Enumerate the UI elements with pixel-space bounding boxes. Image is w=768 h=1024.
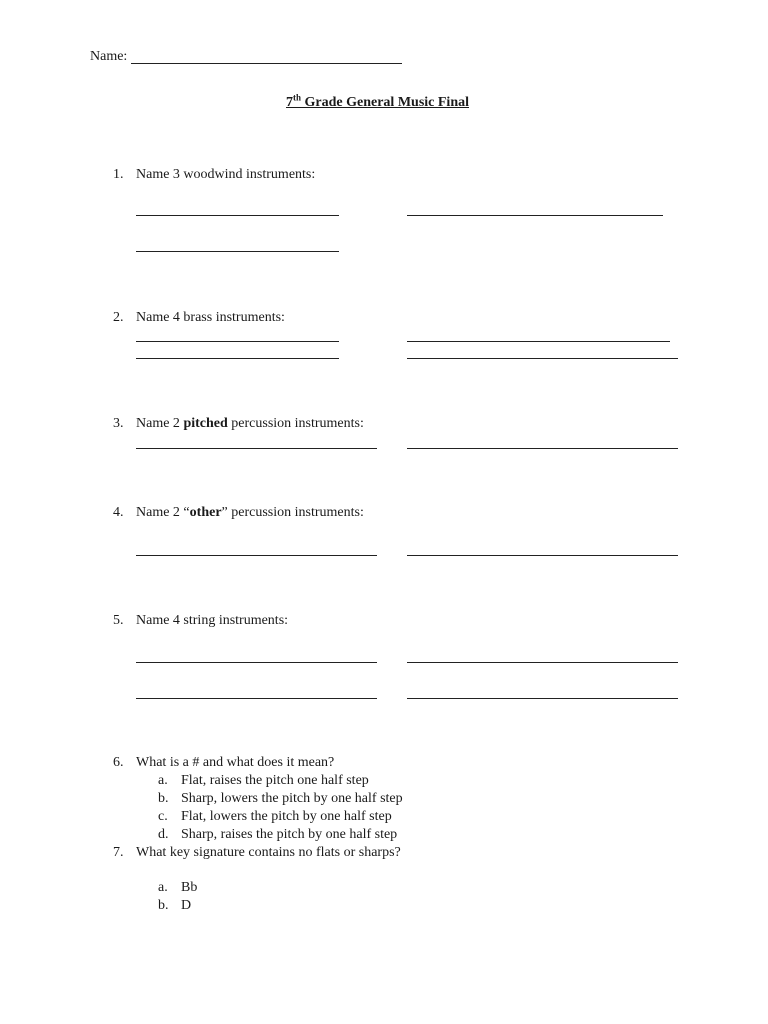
title-superscript: th [293,92,302,103]
name-label: Name: [90,49,128,64]
question-number: 7. [113,845,124,860]
question-emphasis: pitched [183,416,228,431]
option-letter[interactable]: a. [158,773,168,788]
question-text: What key signature contains no flats or sharps? [136,845,401,860]
question-number: 2. [113,310,124,325]
question-text: What is a # and what does it mean? [136,755,335,770]
question-number: 6. [113,755,124,770]
option-text[interactable]: Flat, lowers the pitch by one half step [181,809,392,824]
question-text: Name 3 woodwind instruments: [136,167,316,182]
answer-line[interactable] [136,448,377,449]
question-text-post: ” percussion instruments: [221,505,364,520]
question-text-pre: Name 2 [136,416,184,431]
name-answer-line[interactable] [131,63,402,64]
title-text: Grade General Music Final [301,95,469,110]
option-letter[interactable]: b. [158,898,169,913]
answer-line[interactable] [136,698,377,699]
question-number: 4. [113,505,124,520]
answer-line[interactable] [136,251,339,252]
answer-line[interactable] [136,662,377,663]
title-grade-number: 7 [286,95,293,110]
answer-line[interactable] [407,215,663,216]
question-text-pre: Name 2 “ [136,505,190,520]
answer-line[interactable] [136,555,377,556]
answer-line[interactable] [407,662,678,663]
question-text: Name 4 string instruments: [136,613,289,628]
question-text-post: percussion instruments: [227,416,364,431]
question-number: 5. [113,613,124,628]
answer-line[interactable] [407,341,670,342]
question-text [136,505,364,521]
option-letter[interactable]: b. [158,791,169,806]
question-emphasis: other [189,505,222,520]
question-text [136,416,364,432]
option-letter[interactable]: d. [158,827,169,842]
answer-line[interactable] [407,555,678,556]
page-title [286,92,469,111]
question-text: Name 4 brass instruments: [136,310,285,325]
option-text[interactable]: Sharp, lowers the pitch by one half step [181,791,403,806]
answer-line[interactable] [136,341,339,342]
option-text[interactable]: Sharp, raises the pitch by one half step [181,827,398,842]
answer-line[interactable] [407,358,678,359]
option-letter[interactable]: a. [158,880,168,895]
question-number: 3. [113,416,124,431]
answer-line[interactable] [407,698,678,699]
question-number: 1. [113,167,124,182]
option-text[interactable]: Flat, raises the pitch one half step [181,773,369,788]
answer-line[interactable] [136,358,339,359]
answer-line[interactable] [407,448,678,449]
option-text[interactable]: Bb [181,880,198,895]
option-letter[interactable]: c. [158,809,168,824]
option-text[interactable]: D [181,898,192,913]
answer-line[interactable] [136,215,339,216]
